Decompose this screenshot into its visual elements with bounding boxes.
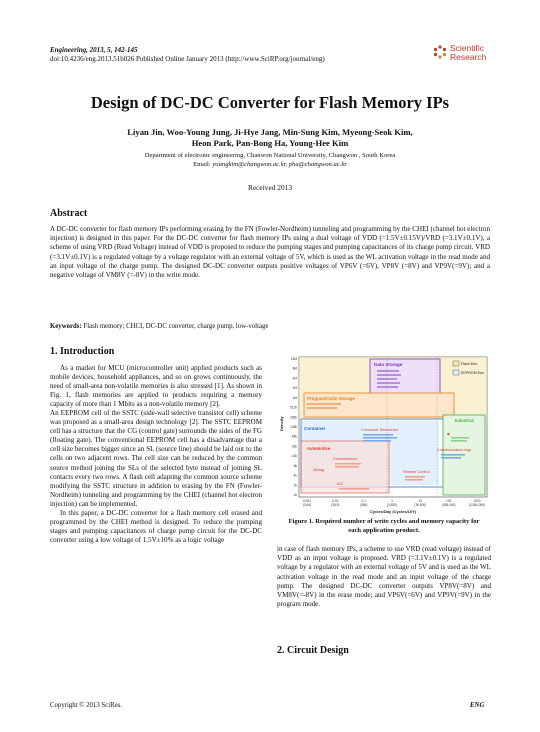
- y-tick-label: 32k: [291, 444, 297, 449]
- y-tick-label: 4k: [293, 473, 297, 478]
- keywords: [50, 322, 490, 331]
- y-tick-label: 128k: [290, 425, 297, 429]
- y-tick-label: 4M: [292, 376, 297, 381]
- authors-line2: Heon Park, Pan-Bong Ha, Young-Hee Kim: [191, 138, 349, 148]
- x-tick-label: 0.001: [303, 499, 311, 503]
- copyright: Copyright © 2013 SciRes.: [50, 702, 123, 709]
- x-tick-sublabel: (3.65): [302, 503, 312, 507]
- x-tick-sublabel: (36,500): [414, 503, 427, 507]
- y-tick-label: 2M: [292, 386, 297, 391]
- section-2-heading: 2. Circuit Design: [277, 645, 349, 656]
- communication-label: Communication eqp.: [437, 448, 472, 452]
- y-tick-label: 8k: [293, 463, 297, 468]
- industrial-label: Industrial: [455, 418, 474, 423]
- keywords-text: Flash memory; CHCI, DC-DC converter, charge pump, low-voltage: [81, 323, 269, 330]
- x-tick-label: 0.1: [361, 499, 366, 503]
- section-1-heading: 1. Introduction: [50, 346, 115, 357]
- y-tick-label: 64k: [291, 434, 297, 439]
- airbag-label: Airbag: [313, 468, 324, 472]
- y-tick-label: 16M: [290, 357, 297, 361]
- container-label: Container: [304, 426, 326, 431]
- journal-doi: doi:10.4236/eng.2013.51b026 Published Online January 2013 (http://www.SciRP.org/journal/eng): [50, 55, 325, 63]
- legend-eeprom: EEPROM Env.: [461, 371, 485, 375]
- intro-paragraph-2: An EEPROM cell of the SSTC (side-wall selective transistor cell) scheme was proposed as a small-area design technology [2]. The SSTC EEPROM cell has a structure that the CG (control gate) surrounds the sides of the FG (floating gate). The conventional EEPROM cell has a disadvantage that a cell size becomes bigger since an SL (source line) should be laid out to the cells on two adjacent rows. The cell size can be reduced by the common source method joining the SLs of the selected byte instead of joining SL contacts every two rows. A flash cell adapting the common source scheme modifying the SSTC structure in addition to erasing by the FN (Fowler-Nordheim) tunneling and programming by the CHEI (channel hot electron injection) can be implemented.: [50, 409, 262, 508]
- legend-flash: Flash Env.: [461, 362, 478, 366]
- intro-column: [50, 364, 262, 545]
- x-tick-label: 1: [391, 499, 393, 503]
- logo-text-line2: Research: [450, 52, 487, 62]
- figure-1: [277, 355, 491, 522]
- y-tick-label: 1M: [292, 395, 297, 400]
- x-tick-sublabel: (3,650): [386, 503, 398, 507]
- x-axis-label: Cycles/Day (Cycles/10Y): [369, 509, 417, 514]
- svg-text:◆: ◆: [447, 432, 450, 436]
- y-tick-label: 256k: [290, 415, 297, 420]
- intro-paragraph-3: In this paper, a DC-DC converter for a flash memory cell erased and programmed by the CHEI method is designed. To reduce the pumping stages and pumping capacitances of charge pump circuit for the DC-DC converter using a low voltage of 1.5V±10% as a logic voltage: [50, 508, 262, 544]
- y-axis-label: Density: [279, 416, 284, 431]
- abstract-text: A DC-DC converter for flash memory IPs performing erasing by the FN (Fowler-Nordheim) tunneling and programming by the CHEI (channel hot electron injection) is designed in this paper. For the DC-DC converter for flash memory IPs using a dual voltage of VDD (=1.5V±0.15V)/VRD (=3.1V±0.1V), a scheme of using VRD (Read Voltage) instead of VDD is proposed to reduce the pumping stages and pumping capacitances of its charge pump circuit. VRD (=3.1V±0.1V) is a regulated voltage by a voltage regulator with an external voltage of 5V, which is used as the WL activation voltage in the read mode and an input voltage of the charge pump. The designed DC-DC converter outputs positive voltages of VP6V (=6V), VP8V (=8V) and VP9V(=9V); and a negative voltage of VM8V (=-8V) in the write mode.: [50, 225, 490, 280]
- conveniences-label: Conveniences: [333, 457, 358, 461]
- data-storage-label: Data Storage: [374, 362, 403, 367]
- email-line: [40, 161, 500, 170]
- authors-line1: Liyan Jin, Woo-Young Jung, Ji-Hye Jang, Min-Sung Kim, Myeong-Seok Kim,: [127, 127, 413, 137]
- x-tick-sublabel: (36.5): [331, 503, 340, 507]
- x-tick-label: 0.01: [332, 499, 339, 503]
- journal-citation: Engineering, 2013, 5, 142-145: [50, 46, 138, 54]
- journal-abbrev: ENG: [470, 702, 485, 709]
- logo-text-line1: Scientific: [450, 43, 485, 53]
- y-tick-label: 8M: [292, 366, 297, 371]
- keywords-label: Keywords:: [50, 323, 82, 330]
- ac-label: A/C: [337, 482, 344, 486]
- paper-title: Design of DC-DC Converter for Flash Memory IPs: [90, 93, 450, 112]
- received-date: Received 2013: [247, 183, 293, 192]
- email-address[interactable]: youngkim@changwon.ac.kr, pha@changwon.ac.kr: [212, 160, 347, 168]
- y-tick-label: 512k: [290, 405, 297, 410]
- x-tick-label: 1000: [473, 499, 481, 503]
- right-column-text: in case of flash memory IPs, a scheme to use VRD (read voltage) instead of VDD as an input voltage is proposed. VRD (=3.1V±0.1V) is a regulated voltage by a regulator with an external voltage of 5V and is used as the WL activation voltage in the read mode and an input voltage of the charge pump. The designed DC-DC converter outputs VP8V(=8V) and VM8V(=-8V) in the erase mode; and VP6V(=6V) and VP9V(=9V) in the program mode.: [277, 545, 491, 609]
- program-code-label: Program/Code Storage: [307, 396, 355, 401]
- author-list: [60, 127, 480, 149]
- x-tick-sublabel: (3,650,000): [468, 503, 486, 507]
- affiliation: [40, 152, 500, 169]
- figure-1-plot: [277, 355, 491, 515]
- email-label: Email:: [193, 160, 213, 168]
- scirp-logo: [432, 40, 496, 70]
- y-tick-label: 16k: [291, 454, 297, 459]
- journal-header: [50, 46, 325, 64]
- x-tick-sublabel: (365,000): [441, 503, 456, 507]
- y-tick-label: 2k: [293, 483, 297, 488]
- remote-control-label: Remote Control: [403, 470, 430, 474]
- abstract-heading: Abstract: [50, 208, 88, 219]
- consumer-electronics-label: Consumer Electronics: [361, 428, 399, 432]
- intro-paragraph-1: As a market for MCU (microcontroller unit) applied products such as mobile devices, household appliances, and so on grows continuously, the need of small-area non-volatile memories is also stressed [1]. As shown in Fig. 1, flash memories are applied to products requiring a memory capacity of more than 1 Mbits as a non-volatile memory [2].: [50, 364, 262, 409]
- figure-1-caption: Figure 1. Required number of write cycles and memory capacity for each application product.: [288, 518, 480, 534]
- x-tick-sublabel: (365): [359, 503, 368, 507]
- scirp-logo-icon: [432, 44, 448, 60]
- x-tick-label: 10: [418, 499, 423, 503]
- y-tick-label: 1k: [293, 493, 297, 497]
- department: Department of electronic engineering, Chanwon National University, Changwon , South Korea: [144, 152, 396, 159]
- x-tick-label: 100: [446, 499, 452, 503]
- automotive-label: Automotive: [307, 446, 331, 451]
